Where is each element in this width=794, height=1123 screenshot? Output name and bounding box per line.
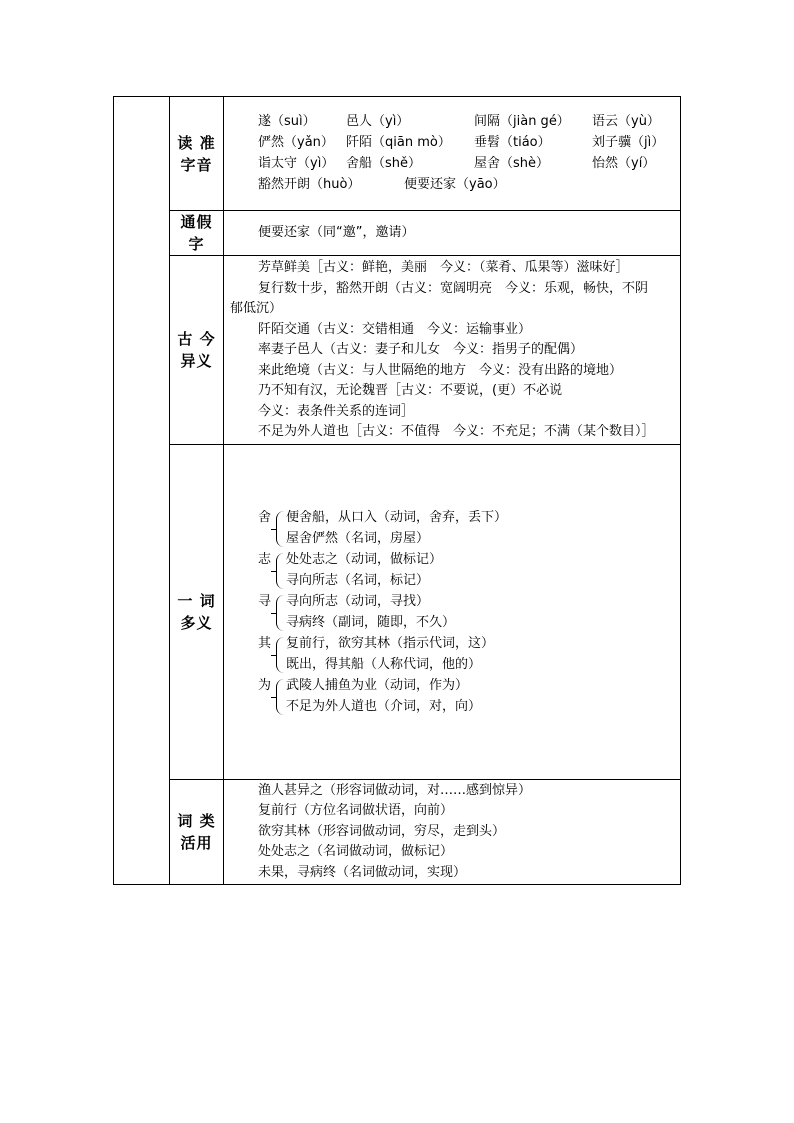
word-item: 豁然开朗（huò） [258,177,361,192]
text-line: 来此绝境（古义：与人世隔绝的地方 今义：没有出路的境地） [258,362,623,378]
text-line: 便要还家（同“邀”，邀请） [258,224,415,240]
word-item: 刘子骥（jì） [592,135,665,150]
polysemy-sense: 寻向所志（动词，寻找） [286,594,430,609]
brace-icon [276,637,286,673]
polysemy-char: 寻 [258,594,272,609]
text-line: 渔人甚异之（形容词做动词，对……感到惊异） [258,782,532,798]
heading-line: 多义 [180,614,213,632]
content-loan-characters [224,211,681,256]
text-line: 阡陌交通（古义：交错相通 今义：运输事业） [258,321,532,337]
polysemy-sense: 既出，得其船（人称代词，他的） [286,657,482,672]
row-word-class-usage [114,780,681,885]
text-line: 乃不知有汉，无论魏晋［古义：不要说，(更）不必说 [258,383,563,399]
text-line: 芳草鲜美［古义：鲜艳，美丽 今义：（菜肴、瓜果等）滋味好］ [258,260,629,276]
brace-icon [276,511,286,547]
content-pronunciation [224,97,681,211]
vocabulary-table [113,96,681,885]
row-polysemy [114,445,681,780]
polysemy-char: 舍 [258,510,272,525]
polysemy-sense: 屋舍俨然（名词，房屋） [286,531,430,546]
text-line: 复行数十步，豁然开朗（古义：宽阔明亮 今义：乐观，畅快，不阴 [258,280,649,296]
heading-line: 活用 [180,834,213,852]
text-line: 不足为外人道也［古义：不值得 今义：不充足；不满（某个数目）］ [258,424,655,440]
heading-polysemy [170,445,224,780]
polysemy-sense: 不足为外人道也（介词，对，向） [286,699,482,714]
row-ancient-modern [114,256,681,445]
word-item: 邑人（yì） [346,114,410,129]
polysemy-sense: 寻病终（副词，随即，不久） [286,615,456,630]
word-item: 舍船（shě） [346,156,422,171]
word-item: 屋舍（shè） [474,156,550,171]
heading-line: 读 准 [177,133,216,152]
text-line: 率妻子邑人（古义：妻子和儿女 今义：指男子的配偶） [258,342,584,358]
row-loan-characters [114,211,681,256]
polysemy-sense: 复前行，欲穷其林（指示代词，这） [286,636,495,651]
text-line: 未果，寻病终（名词做动词，实现） [258,864,467,880]
polysemy-sense: 便舍船，从口入（动词，舍弃，丢下） [286,510,508,525]
heading-line: 字 [188,235,205,253]
heading-line: 古 今 [177,330,216,348]
text-line: 复前行（方位名词做状语，向前） [258,803,454,819]
word-item: 便要还家（yāo） [404,177,506,192]
brace-icon [276,553,286,589]
word-item: 垂髫（tiáo） [474,135,551,150]
word-item: 遂（suì） [258,114,316,129]
polysemy-char: 为 [258,678,272,693]
polysemy-sense: 寻向所志（名词，标记） [286,573,430,588]
heading-line: 异义 [180,352,213,370]
word-item: 语云（yù） [592,114,660,129]
text-line: 今义：表条件关系的连词］ [258,403,415,419]
brace-icon [276,595,286,631]
brace-icon [276,679,286,715]
heading-line: 词 类 [177,812,216,830]
heading-pronunciation [170,97,224,211]
heading-line: 一 词 [177,592,216,610]
content-word-class-usage [224,780,681,885]
heading-ancient-modern [170,256,224,445]
content-polysemy [224,445,681,780]
word-item: 诣太守（yì） [258,156,335,171]
heading-line: 通假 [180,213,213,231]
polysemy-sense: 处处志之（动词，做标记） [286,552,443,567]
text-line: 欲穷其林（形容词做动词，穷尽，走到头） [258,823,506,839]
polysemy-sense: 武陵人捕鱼为业（动词，作为） [286,678,469,693]
word-item: 俨然（yǎn） [258,135,334,150]
heading-word-class-usage [170,780,224,885]
row-pronunciation [114,97,681,211]
content-ancient-modern [224,256,681,445]
word-item: 怡然（yí） [592,156,656,171]
word-item: 阡陌（qiān mò） [346,135,451,150]
polysemy-char: 其 [258,636,272,651]
blank-left-column [114,97,170,885]
polysemy-char: 志 [258,552,272,567]
text-line: 处处志之（名词做动词，做标记） [258,844,454,860]
heading-loan-characters [170,211,224,256]
text-line: 郁低沉） [230,301,283,317]
heading-line: 字音 [180,155,213,174]
word-item: 间隔（jiàn gé） [474,114,570,129]
